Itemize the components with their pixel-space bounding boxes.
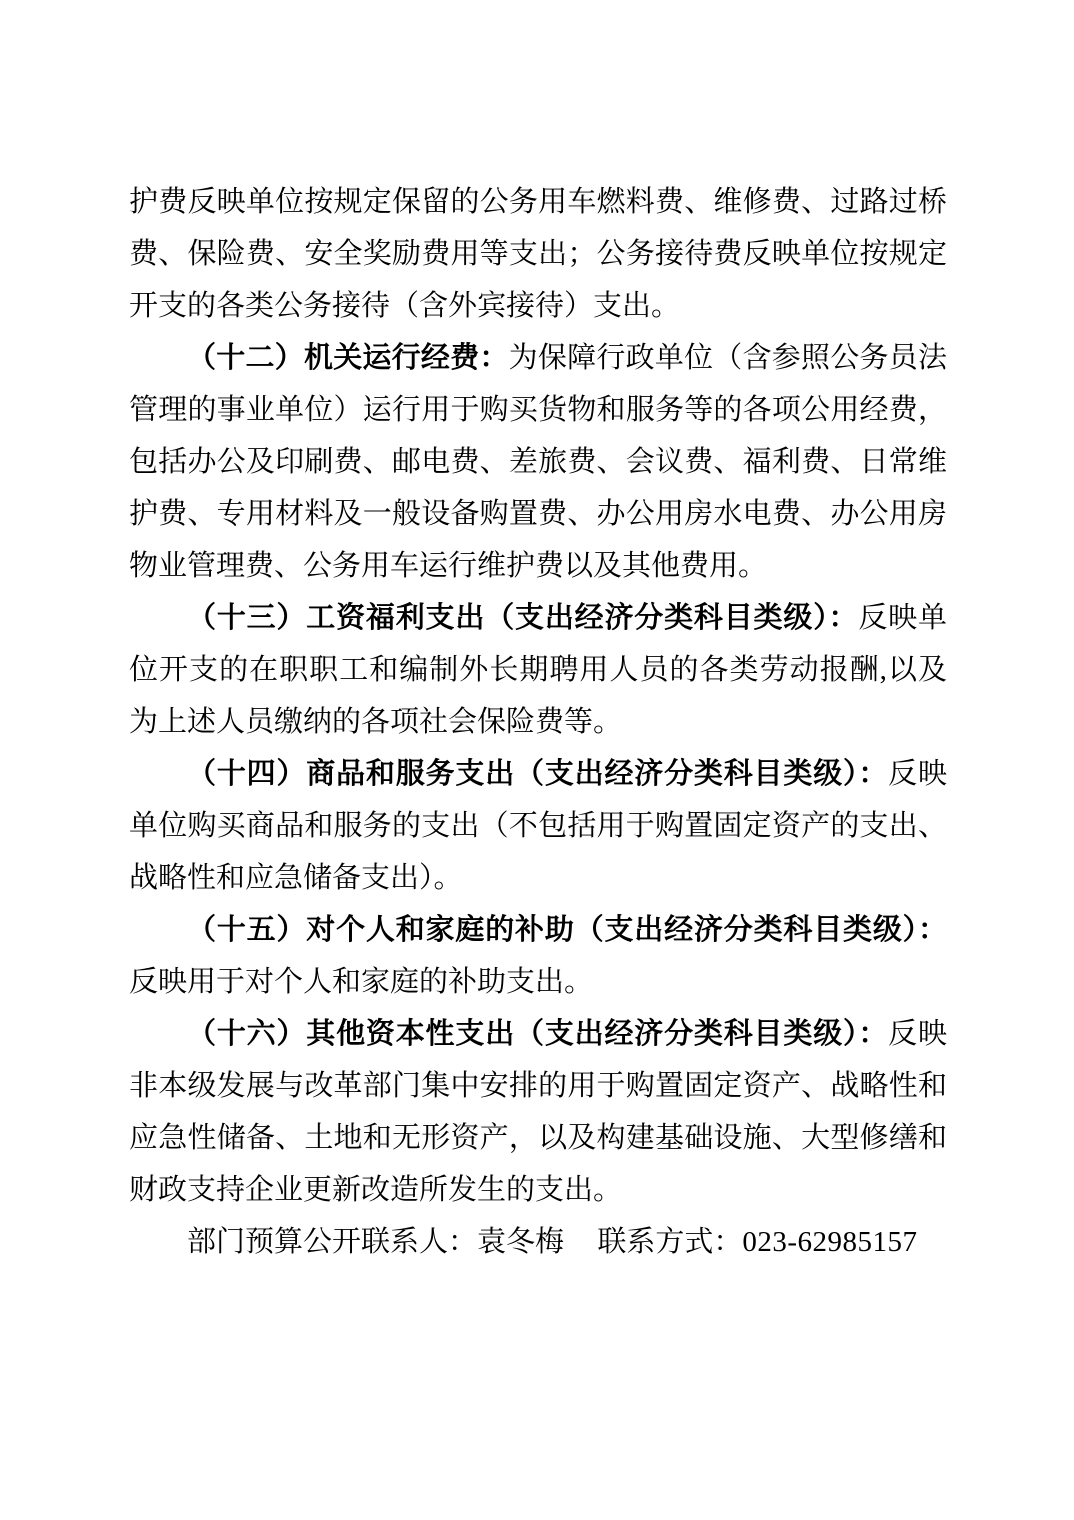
para-13-wage-welfare-expenditure	[129, 592, 947, 748]
para-16-other-capital-expenditure	[129, 1008, 947, 1216]
contact-method-label: 联系方式：	[597, 1226, 743, 1258]
para-heading-text: （十五）对个人和家庭的补助（支出经济分类科目类级）：	[187, 914, 947, 946]
contact-person-name: 袁冬梅	[477, 1226, 565, 1258]
para-15-individual-family-subsidies	[129, 904, 947, 1008]
contact-label: 部门预算公开联系人：	[187, 1226, 478, 1258]
para-body-text: 反映非本级发展与改革部门集中安排的用于购置固定资产、战略性和应急性储备、土地和无形资产，以及构建基础设施、大型修缮和财政支持企业更新改造所发生的支出。	[129, 1018, 947, 1206]
para-body-text: 反映单位购买商品和服务的支出（不包括用于购置固定资产的支出、战略性和应急储备支出）。	[129, 758, 947, 894]
para-heading-text: （十四）商品和服务支出（支出经济分类科目类级）：	[187, 758, 889, 790]
para-heading-text: （十三）工资福利支出（支出经济分类科目类级）：	[187, 602, 859, 634]
para-official-vehicle-continuation	[129, 176, 947, 332]
para-heading-text: （十六）其他资本性支出（支出经济分类科目类级）：	[187, 1018, 889, 1050]
document-body	[129, 176, 947, 1268]
para-body-text: 反映用于对个人和家庭的补助支出。	[129, 966, 594, 998]
para-body-text: 护费反映单位按规定保留的公务用车燃料费、维修费、过路过桥费、保险费、安全奖励费用等支出；公务接待费反映单位按规定开支的各类公务接待（含外宾接待）支出。	[129, 186, 947, 322]
para-body-text: 反映单位开支的在职职工和编制外长期聘用人员的各类劳动报酬,以及为上述人员缴纳的各项社会保险费等。	[129, 602, 947, 738]
para-heading-text: （十二）机关运行经费：	[187, 342, 509, 374]
para-body-text: 为保障行政单位（含参照公务员法管理的事业单位）运行用于购买货物和服务等的各项公用经费，包括办公及印刷费、邮电费、差旅费、会议费、福利费、日常维护费、专用材料及一般设备购置费、办公用房水电费、办公用房物业管理费、公务用车运行维护费以及其他费用。	[129, 342, 947, 582]
para-14-goods-services-expenditure	[129, 748, 947, 904]
contact-line	[129, 1216, 947, 1268]
para-12-agency-operating-expenses	[129, 332, 947, 592]
contact-phone-number: 023-62985157	[742, 1226, 918, 1258]
